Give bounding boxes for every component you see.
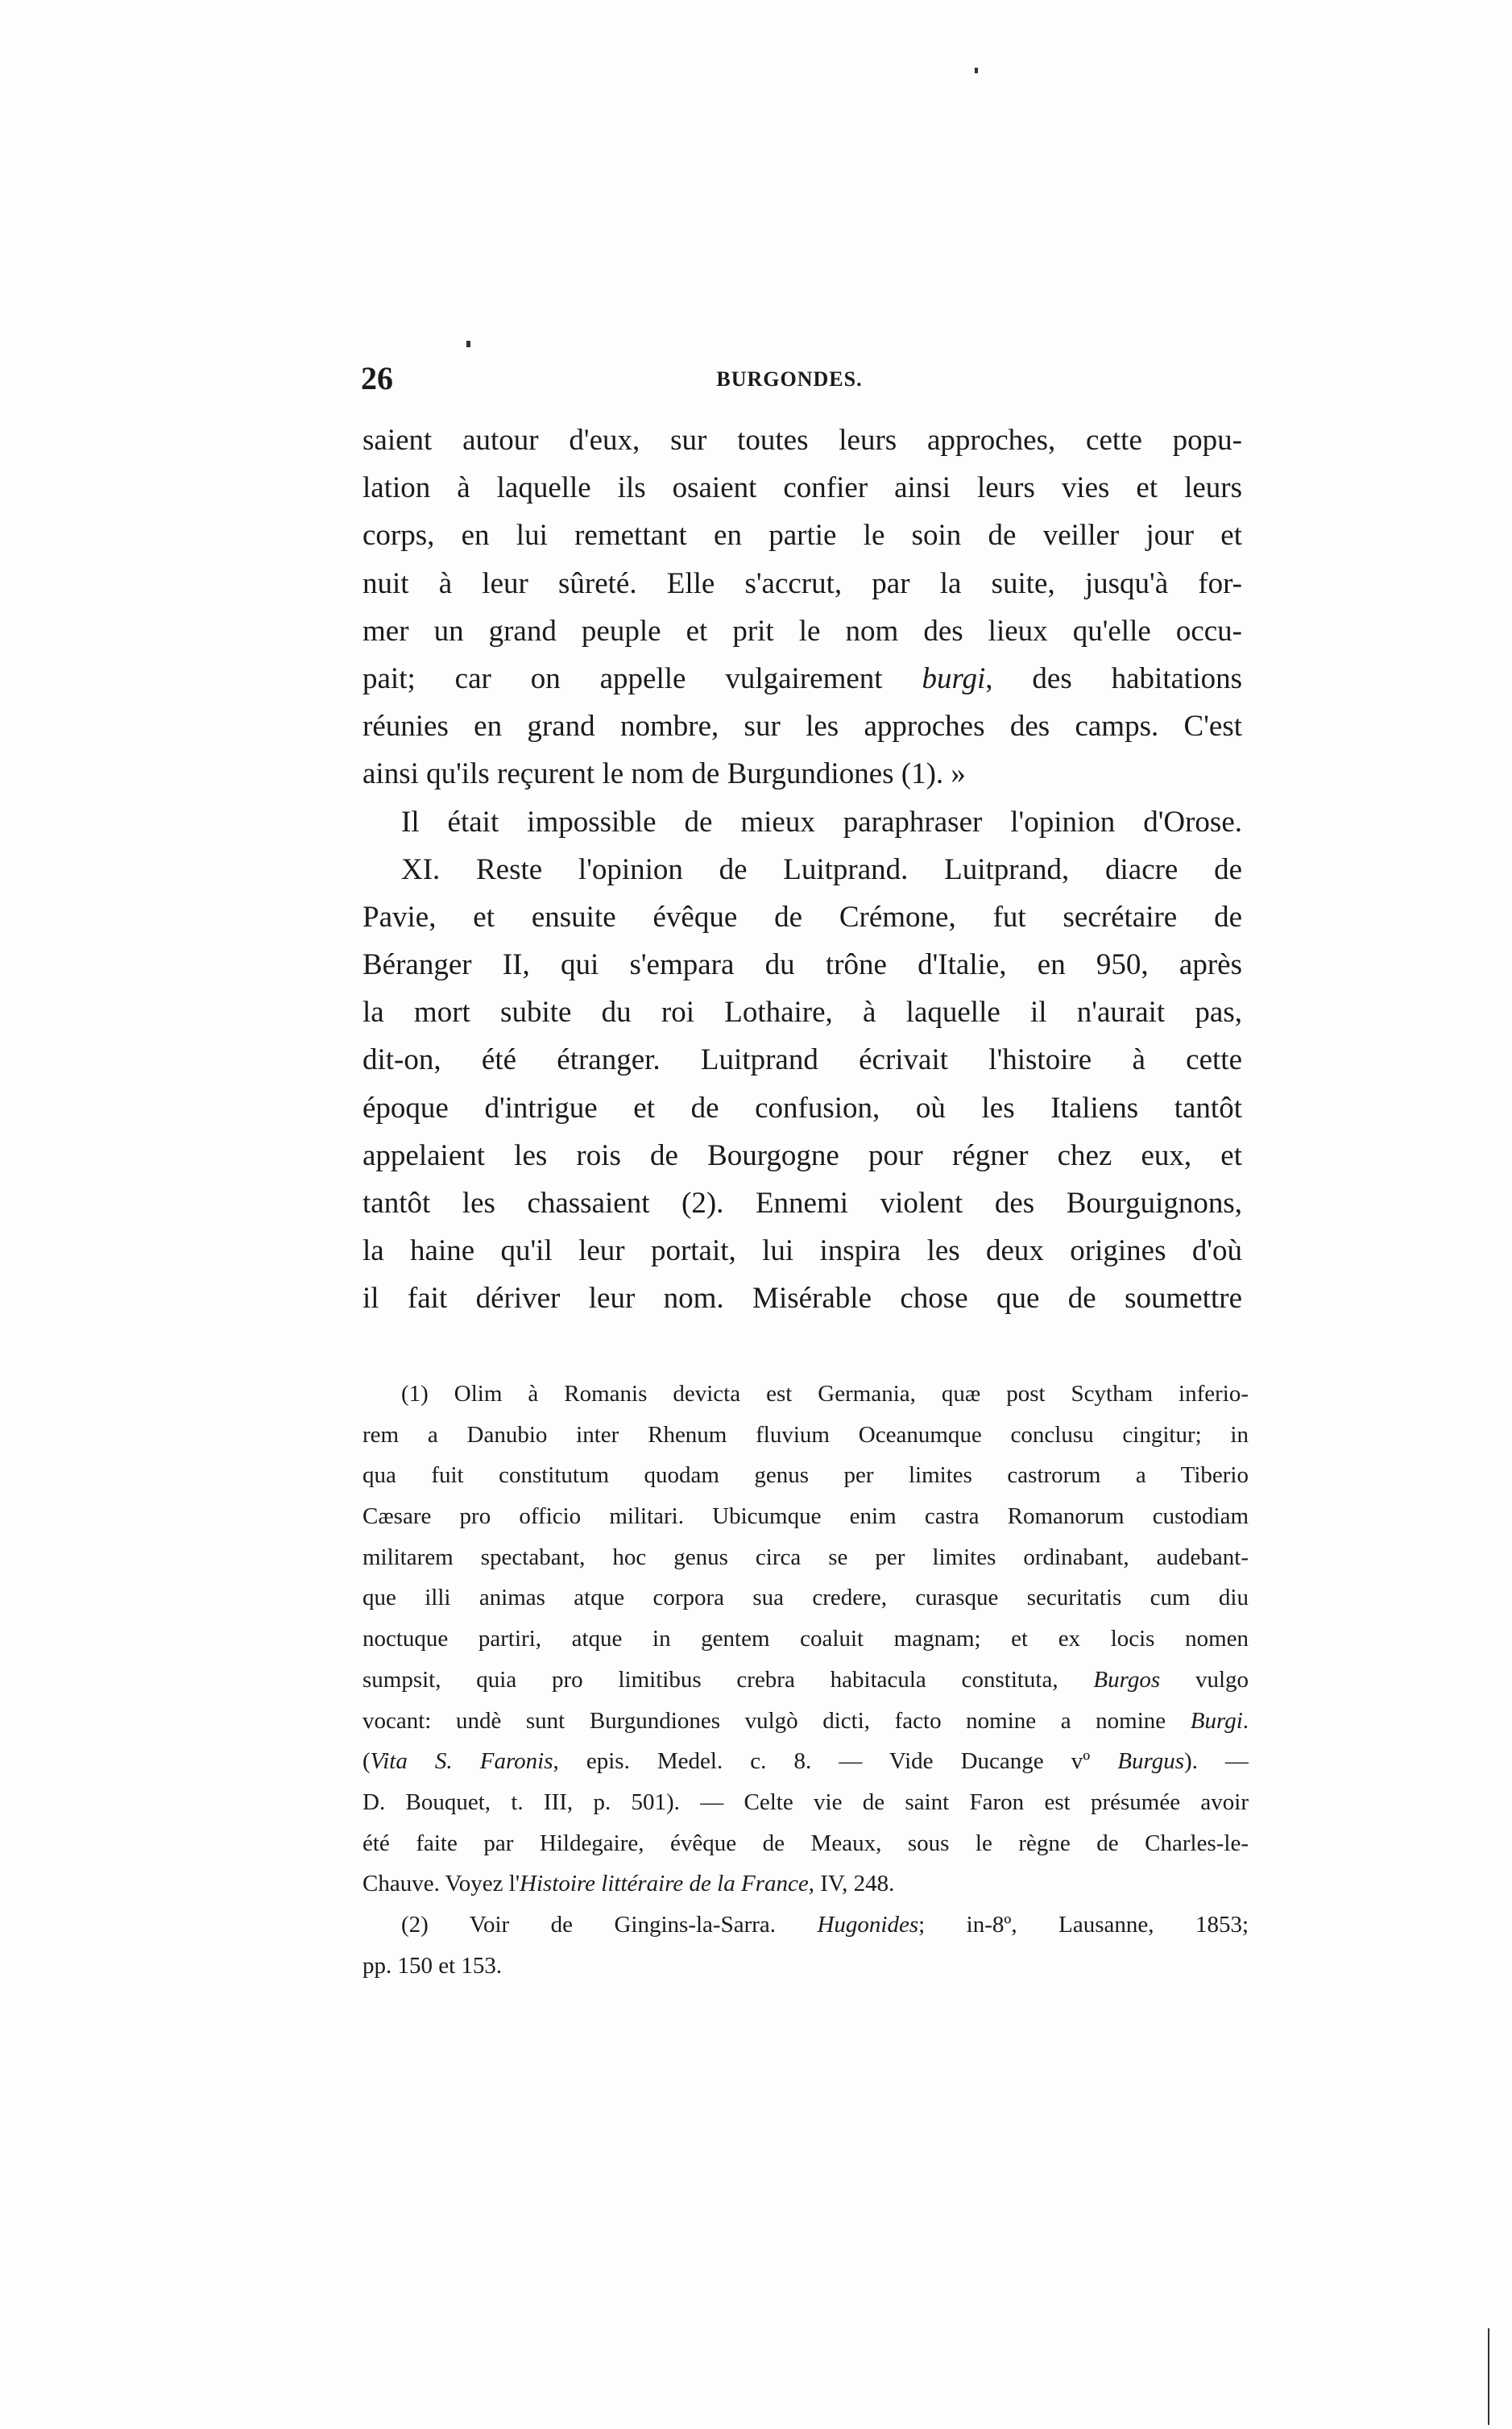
italic-text: Burgi (1190, 1707, 1243, 1734)
text-segment: sumpsit, quia pro limitibus crebra habitacula constituta, (362, 1666, 1094, 1693)
stray-mark (466, 341, 470, 347)
text-segment: dit-on, été étranger. Luitprand écrivait l'histoire à cette (362, 1043, 1242, 1077)
text-segment: militarem spectabant, hoc genus circa se per limites ordinabant, audebant- (362, 1544, 1249, 1570)
text-segment: XI. Reste l'opinion de Luitprand. Luitprand, diacre de (401, 852, 1242, 886)
body-text (362, 417, 1242, 1323)
text-line (362, 1084, 1242, 1132)
footnote-line (362, 1537, 1249, 1578)
footnote-line (362, 1619, 1249, 1660)
text-line (362, 798, 1242, 846)
text-segment: ( (362, 1748, 371, 1775)
text-segment: ainsi qu'ils reçurent le nom de Burgundiones (1). » (362, 757, 966, 791)
text-segment: que illi animas atque corpora sua credere, curasque securitatis cum diu (362, 1585, 1249, 1611)
text-segment: (1) Olim à Romanis devicta est Germania, quæ post Scytham inferio- (401, 1381, 1249, 1407)
text-line (362, 464, 1242, 512)
footnote-line (362, 1455, 1249, 1496)
footnote-line (362, 1823, 1249, 1864)
text-segment: ; in-8º, Lausanne, 1853; (918, 1911, 1249, 1938)
footnote-line (362, 1577, 1249, 1619)
footnote-line (362, 1374, 1249, 1415)
text-segment: été faite par Hildegaire, évêque de Meaux, sous le règne de Charles-le- (362, 1830, 1249, 1856)
text-line (362, 1036, 1242, 1084)
text-line (362, 655, 1242, 703)
text-line (362, 941, 1242, 989)
text-segment: mer un grand peuple et prit le nom des lieux qu'elle occu- (362, 614, 1242, 648)
italic-text: Hugonides (817, 1911, 919, 1938)
running-head: BURGONDES. (716, 367, 863, 391)
text-line (362, 607, 1242, 655)
text-line (362, 1132, 1242, 1179)
text-segment: , des habitations (985, 661, 1242, 695)
text-segment: rem a Danubio inter Rhenum fluvium Oceanumque conclusu cingitur; in (362, 1421, 1249, 1448)
text-segment: pait; car on appelle vulgairement (362, 661, 922, 695)
footnote-line (362, 1905, 1249, 1946)
text-segment: , IV, 248. (808, 1871, 895, 1897)
text-line (362, 703, 1242, 750)
text-segment: noctuque partiri, atque in gentem coaluit magnam; et ex locis nomen (362, 1626, 1249, 1652)
text-segment: réunies en grand nombre, sur les approches des camps. C'est (362, 710, 1242, 744)
text-line (362, 989, 1242, 1036)
text-segment: vocant: undè sunt Burgundiones vulgò dicti, facto nomine a nomine (362, 1707, 1191, 1734)
stray-mark (975, 68, 978, 73)
text-segment: tantôt les chassaient (2). Ennemi violent des Bourguignons, (362, 1187, 1242, 1220)
text-segment: Béranger II, qui s'empara du trône d'Italie, en 950, après (362, 948, 1242, 982)
text-line (362, 512, 1242, 559)
italic-text: Vita S. Faronis (370, 1748, 553, 1775)
text-segment: Chauve. Voyez l' (362, 1871, 520, 1897)
text-line (362, 1179, 1242, 1227)
text-segment: Cæsare pro officio militari. Ubicumque enim castra Romanorum custodiam (362, 1503, 1249, 1530)
text-line (362, 1227, 1242, 1275)
text-segment: Pavie, et ensuite évêque de Crémone, fut secrétaire de (362, 900, 1242, 934)
footnote-line (362, 1701, 1249, 1742)
text-segment: . (1242, 1707, 1249, 1734)
footnote-line (362, 1741, 1249, 1782)
text-segment: saient autour d'eux, sur toutes leurs approches, cette popu- (362, 424, 1242, 457)
text-line (362, 846, 1242, 893)
footnote-line (362, 1782, 1249, 1823)
text-segment: il fait dériver leur nom. Misérable chose que de soumettre (362, 1282, 1242, 1316)
text-segment: ). — (1184, 1748, 1249, 1775)
text-segment: nuit à leur sûreté. Elle s'accrut, par la suite, jusqu'à for- (362, 566, 1242, 600)
text-line (362, 417, 1242, 464)
text-segment: D. Bouquet, t. III, p. 501). — Celte vie de saint Faron est présumée avoir (362, 1789, 1249, 1815)
footnote-line (362, 1496, 1249, 1537)
text-segment: appelaient les rois de Bourgogne pour régner chez eux, et (362, 1138, 1242, 1172)
text-segment: qua fuit constitutum quodam genus per limites castrorum a Tiberio (362, 1462, 1249, 1489)
text-segment: la haine qu'il leur portait, lui inspira les deux origines d'où (362, 1234, 1242, 1268)
text-line (362, 750, 1242, 798)
text-segment: (2) Voir de Gingins-la-Sarra. (401, 1911, 818, 1938)
text-segment: époque d'intrigue et de confusion, où les Italiens tantôt (362, 1091, 1242, 1125)
italic-text: Burgos (1093, 1666, 1161, 1693)
footnote-line (362, 1946, 1249, 1987)
text-segment: , epis. Medel. c. 8. — Vide Ducange vº (553, 1748, 1118, 1775)
page-number: 26 (361, 360, 393, 396)
text-line (362, 560, 1242, 607)
text-segment: Il était impossible de mieux paraphraser l'opinion d'Orose. (401, 805, 1242, 839)
italic-text: burgi (922, 661, 986, 695)
scan-edge-line (1488, 2328, 1489, 2425)
text-line (362, 893, 1242, 941)
text-line (362, 1275, 1242, 1322)
footnotes (362, 1374, 1249, 1986)
text-segment: corps, en lui remettant en partie le soin de veiller jour et (362, 519, 1242, 553)
footnote-line (362, 1863, 1249, 1905)
italic-text: Burgus (1117, 1748, 1185, 1775)
footnote-line (362, 1660, 1249, 1701)
footnote-line (362, 1415, 1249, 1456)
text-segment: lation à laquelle ils osaient confier ainsi leurs vies et leurs (362, 471, 1242, 505)
text-segment: la mort subite du roi Lothaire, à laquelle il n'aurait pas, (362, 996, 1242, 1030)
text-segment: pp. 150 et 153. (362, 1952, 503, 1979)
text-segment: vulgo (1160, 1666, 1249, 1693)
italic-text: Histoire littéraire de la France (520, 1871, 809, 1897)
